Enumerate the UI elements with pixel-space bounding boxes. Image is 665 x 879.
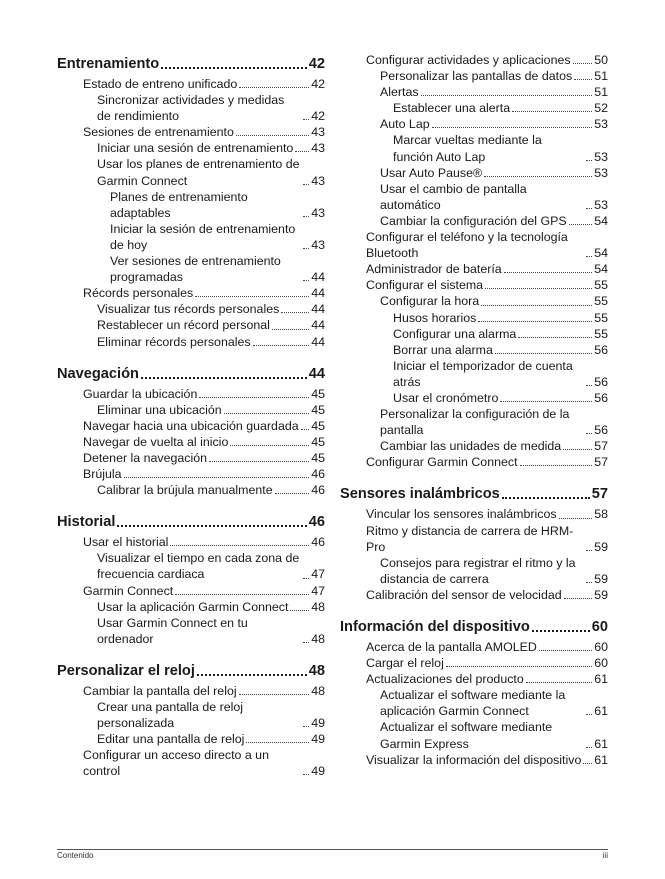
dot-leader <box>432 127 593 128</box>
toc-entry-title: Brújula <box>83 467 122 482</box>
toc-page-number: 44 <box>308 365 325 382</box>
dot-leader <box>230 445 309 446</box>
dot-leader <box>239 87 309 88</box>
toc-entry[interactable] <box>340 406 608 438</box>
toc-entry[interactable] <box>340 310 608 326</box>
toc-page-number: 61 <box>594 752 608 767</box>
dot-leader <box>520 465 593 466</box>
dot-leader <box>253 345 310 346</box>
toc-entry[interactable] <box>57 317 325 333</box>
toc-entry[interactable] <box>57 450 325 466</box>
toc-page-number: 53 <box>594 197 608 212</box>
dot-leader <box>303 280 309 281</box>
toc-entry[interactable] <box>340 587 608 603</box>
toc-entry-title: Actualizar el software mediante Garmin Express <box>380 720 553 751</box>
toc-entry-title: Visualizar el tiempo en cada zona de frecuencia cardiaca <box>97 551 300 582</box>
toc-page-number: 46 <box>311 483 325 498</box>
toc-page-number: 54 <box>594 262 608 277</box>
toc-entry[interactable] <box>340 671 608 687</box>
toc-entry[interactable] <box>57 285 325 301</box>
dot-leader <box>421 95 593 96</box>
toc-page-number: 53 <box>594 117 608 132</box>
dot-leader <box>303 248 309 249</box>
toc-entry[interactable] <box>57 599 325 615</box>
toc-chapter-entry[interactable] <box>340 617 608 637</box>
toc-entry-title: Personalizar la configuración de la pantalla <box>380 407 570 438</box>
toc-page-number: 61 <box>594 736 608 751</box>
toc-entry[interactable] <box>340 293 608 309</box>
toc-page-number: 42 <box>308 56 325 72</box>
toc-entry-title: Crear una pantalla de reloj personalizada <box>97 700 244 731</box>
toc-entry[interactable] <box>340 261 608 277</box>
toc-page-number: 48 <box>308 662 325 679</box>
toc-entry[interactable] <box>340 752 608 768</box>
toc-entry[interactable] <box>57 482 325 498</box>
dot-leader <box>586 582 592 583</box>
toc-entry-title: Sincronizar actividades y medidas de rendimiento <box>97 93 285 124</box>
footer-divider <box>57 849 608 850</box>
dot-leader <box>573 63 593 64</box>
toc-entry-title: Entrenamiento <box>57 56 160 72</box>
dot-leader <box>303 216 309 217</box>
toc-entry-title: Récords personales <box>83 286 194 301</box>
toc-entry[interactable] <box>57 418 325 434</box>
toc-entry-title: Actualizar el software mediante la aplicación Garmin Connect <box>380 688 566 719</box>
toc-entry[interactable] <box>57 76 325 92</box>
toc-chapter-entry[interactable] <box>340 484 608 504</box>
toc-entry-title: Usar Auto Pause® <box>380 165 483 180</box>
dot-leader <box>446 666 592 667</box>
toc-entry[interactable] <box>340 132 608 164</box>
toc-entry-title: Historial <box>57 514 116 531</box>
toc-entry-title: Configurar Garmin Connect <box>366 455 518 470</box>
toc-entry-title: Estado de entreno unificado <box>83 77 238 91</box>
toc-entry[interactable] <box>340 100 608 116</box>
toc-page-number: 57 <box>594 439 608 454</box>
dot-leader <box>209 461 309 462</box>
dot-leader <box>518 337 592 338</box>
toc-entry-title: Consejos para registrar el ritmo y la distancia de carrera <box>380 555 576 586</box>
toc-page-number: 54 <box>594 213 608 228</box>
dot-leader <box>195 296 309 297</box>
toc-page-number: 55 <box>594 278 608 293</box>
toc-entry-title: Detener la navegación <box>83 450 207 465</box>
dot-leader <box>495 353 592 354</box>
toc-entry-title: Navegar de vuelta al inicio <box>83 434 229 449</box>
toc-page-number: 48 <box>311 631 325 646</box>
toc-page-number: 53 <box>594 149 608 164</box>
toc-entry[interactable] <box>57 583 325 599</box>
toc-entry[interactable] <box>340 438 608 454</box>
dot-leader <box>532 630 590 632</box>
toc-page-number: 59 <box>594 539 608 554</box>
toc-entry-title: Usar Garmin Connect en tu ordenador <box>97 615 248 646</box>
toc-entry-title: Ver sesiones de entrenamiento programadas <box>110 254 281 285</box>
dot-leader <box>502 497 590 499</box>
toc-entry[interactable] <box>340 116 608 132</box>
toc-page-number: 52 <box>594 101 608 116</box>
toc-page-number: 55 <box>594 310 608 325</box>
footer-page-number: iii <box>602 851 608 860</box>
toc-page-number: 55 <box>594 294 608 309</box>
toc-page-number: 43 <box>311 173 325 188</box>
toc-chapter-entry[interactable] <box>57 512 325 532</box>
toc-entry-title: Calibración del sensor de velocidad <box>366 587 562 602</box>
toc-entry-title: Cambiar la pantalla del reloj <box>83 683 237 698</box>
toc-entry[interactable] <box>57 402 325 418</box>
dot-leader <box>563 449 592 450</box>
toc-entry[interactable] <box>340 358 608 390</box>
dot-leader <box>301 429 310 430</box>
toc-entry[interactable] <box>57 550 325 582</box>
toc-entry[interactable] <box>340 213 608 229</box>
toc-entry[interactable] <box>57 156 325 188</box>
dot-leader <box>272 329 309 330</box>
toc-page-number: 61 <box>594 672 608 687</box>
toc-entry-title: Garmin Connect <box>83 583 174 598</box>
dot-leader <box>574 79 592 80</box>
toc-page-number: 47 <box>311 583 325 598</box>
toc-entry[interactable] <box>340 454 608 470</box>
toc-entry-title: Visualizar la información del dispositivo <box>366 752 582 767</box>
toc-entry-title: Borrar una alarma <box>393 342 493 357</box>
toc-page-number: 45 <box>311 386 325 401</box>
toc-entry-title: Usar los planes de entrenamiento de Garmin Connect <box>97 157 300 188</box>
toc-entry[interactable] <box>57 534 325 550</box>
toc-entry[interactable] <box>57 386 325 402</box>
toc-page-number: 43 <box>311 141 325 156</box>
dot-leader <box>175 594 309 595</box>
dot-leader <box>303 119 309 120</box>
toc-entry[interactable] <box>340 84 608 100</box>
toc-page-number: 45 <box>311 434 325 449</box>
toc-entry-title: Configurar el teléfono y la tecnología Bluetooth <box>366 230 568 261</box>
dot-leader <box>224 413 310 414</box>
toc-page-number: 57 <box>594 455 608 470</box>
toc-entry-title: Alertas <box>380 85 419 100</box>
toc-entry-title: Cambiar la configuración del GPS <box>380 213 567 228</box>
toc-entry[interactable] <box>340 719 608 751</box>
toc-entry-title: Cargar el reloj <box>366 656 444 671</box>
toc-entry[interactable] <box>340 506 608 522</box>
toc-entry-title: Configurar un acceso directo a un control <box>83 748 269 779</box>
toc-entry-title: Iniciar la sesión de entrenamiento de hoy <box>110 221 296 252</box>
toc-page-number: 46 <box>311 467 325 482</box>
dot-leader <box>303 184 309 185</box>
toc-page-number: 46 <box>311 535 325 550</box>
dot-leader <box>197 674 307 676</box>
dot-leader <box>526 682 592 683</box>
dot-leader <box>303 774 309 775</box>
toc-entry-title: Editar una pantalla de reloj <box>97 732 245 747</box>
toc-entry[interactable] <box>340 390 608 406</box>
toc-entry-title: Configurar una alarma <box>393 326 517 341</box>
toc-page-number: 58 <box>594 507 608 522</box>
toc-entry[interactable] <box>57 699 325 731</box>
dot-leader <box>586 433 592 434</box>
toc-entry[interactable] <box>57 683 325 699</box>
dot-leader <box>281 312 309 313</box>
toc-page-number: 54 <box>594 246 608 261</box>
toc-page-number: 51 <box>594 85 608 100</box>
toc-page-number: 44 <box>311 270 325 285</box>
toc-entry-title: Establecer una alerta <box>393 101 511 116</box>
dot-leader <box>275 493 310 494</box>
dot-leader <box>586 256 592 257</box>
toc-page-number: 50 <box>594 53 608 67</box>
toc-page-number: 45 <box>311 402 325 417</box>
toc-entry[interactable] <box>340 342 608 358</box>
toc-entry-title: Usar el cambio de pantalla automático <box>380 181 527 212</box>
dot-leader <box>559 518 593 519</box>
dot-leader <box>117 525 306 527</box>
toc-entry[interactable] <box>57 747 325 779</box>
dot-leader <box>141 377 307 379</box>
dot-leader <box>246 742 309 743</box>
toc-page-number: 42 <box>311 77 325 91</box>
toc-entry[interactable] <box>340 52 608 68</box>
toc-page-number: 46 <box>308 514 325 531</box>
dot-leader <box>124 477 310 478</box>
toc-entry-title: Cambiar las unidades de medida <box>380 439 562 454</box>
dot-leader <box>303 726 309 727</box>
toc-page-number: 57 <box>591 486 608 503</box>
dot-leader <box>569 224 593 225</box>
toc-page-number: 56 <box>594 390 608 405</box>
toc-entry[interactable] <box>340 687 608 719</box>
toc-entry-title: Administrador de batería <box>366 262 502 277</box>
dot-leader <box>586 747 592 748</box>
toc-page-number: 45 <box>311 418 325 433</box>
dot-leader <box>303 642 309 643</box>
toc-entry[interactable] <box>57 301 325 317</box>
toc-entry-title: Auto Lap <box>380 117 430 132</box>
toc-chapter-entry[interactable] <box>57 661 325 681</box>
dot-leader <box>586 385 592 386</box>
toc-page-number: 56 <box>594 342 608 357</box>
toc-entry[interactable] <box>340 181 608 213</box>
toc-entry[interactable] <box>57 334 325 350</box>
toc-entry[interactable] <box>57 221 325 253</box>
toc-entry[interactable] <box>340 639 608 655</box>
toc-page-number: 56 <box>594 374 608 389</box>
toc-entry[interactable] <box>57 140 325 156</box>
toc-entry-title: Marcar vueltas mediante la función Auto Lap <box>393 133 542 164</box>
toc-entry-title: Eliminar una ubicación <box>97 402 222 417</box>
toc-entry-title: Husos horarios <box>393 310 477 325</box>
dot-leader <box>290 610 309 611</box>
dot-leader <box>170 545 309 546</box>
dot-leader <box>586 160 592 161</box>
toc-page-number: 56 <box>594 423 608 438</box>
toc-entry-title: Configurar actividades y aplicaciones <box>366 53 571 67</box>
dot-leader <box>586 714 592 715</box>
toc-page-number: 60 <box>594 640 608 654</box>
toc-entry-title: Calibrar la brújula manualmente <box>97 483 273 498</box>
toc-page-number: 60 <box>594 656 608 671</box>
toc-page-number: 44 <box>311 286 325 301</box>
toc-page-number: 44 <box>311 302 325 317</box>
dot-leader <box>295 151 309 152</box>
toc-page-number: 44 <box>311 334 325 349</box>
toc-entry[interactable] <box>57 466 325 482</box>
toc-column-right <box>340 52 608 768</box>
toc-entry[interactable] <box>340 326 608 342</box>
dot-leader <box>539 650 592 651</box>
toc-entry[interactable] <box>57 731 325 747</box>
toc-page-number: 53 <box>594 165 608 180</box>
toc-page-number: 44 <box>311 318 325 333</box>
dot-leader <box>500 401 592 402</box>
toc-page-number: 61 <box>594 704 608 719</box>
toc-entry-title: Iniciar el temporizador de cuenta atrás <box>393 358 573 389</box>
toc-page-number: 59 <box>594 571 608 586</box>
toc-entry[interactable] <box>340 655 608 671</box>
toc-entry-title: Visualizar tus récords personales <box>97 302 280 317</box>
toc-entry-title: Planes de entrenamiento adaptables <box>110 189 248 220</box>
toc-page-number: 55 <box>594 326 608 341</box>
toc-entry-title: Usar el historial <box>83 535 169 550</box>
toc-chapter-entry[interactable] <box>57 54 325 74</box>
toc-entry-title: Actualizaciones del producto <box>366 672 524 687</box>
dot-leader <box>303 578 309 579</box>
dot-leader <box>485 288 592 289</box>
dot-leader <box>586 208 592 209</box>
toc-entry-title: Usar el cronómetro <box>393 390 499 405</box>
dot-leader <box>504 272 593 273</box>
toc-entry[interactable] <box>57 92 325 124</box>
dot-leader <box>583 763 592 764</box>
toc-page-number: 49 <box>311 716 325 731</box>
toc-entry-title: Iniciar una sesión de entrenamiento <box>97 141 294 156</box>
toc-entry[interactable] <box>57 615 325 647</box>
dot-leader <box>512 111 592 112</box>
toc-page-number: 43 <box>311 125 325 140</box>
dot-leader <box>199 397 309 398</box>
toc-page-number: 48 <box>311 599 325 614</box>
toc-page-number: 60 <box>591 619 608 635</box>
toc-entry-title: Guardar la ubicación <box>83 386 198 401</box>
toc-entry[interactable] <box>57 434 325 450</box>
toc-entry-title: Navegación <box>57 365 139 382</box>
toc-entry[interactable] <box>57 253 325 285</box>
toc-entry[interactable] <box>57 124 325 140</box>
footer-section-label: Contenido <box>57 851 94 860</box>
toc-entry-title: Eliminar récords personales <box>97 334 251 349</box>
toc-entry[interactable] <box>340 229 608 261</box>
dot-leader <box>478 321 592 322</box>
toc-entry-title: Personalizar las pantallas de datos <box>380 69 573 84</box>
toc-chapter-entry[interactable] <box>57 364 325 384</box>
toc-entry-title: Sesiones de entrenamiento <box>83 125 234 140</box>
dot-leader <box>481 305 592 306</box>
toc-entry[interactable] <box>340 68 608 84</box>
toc-entry[interactable] <box>57 189 325 221</box>
toc-page-number: 59 <box>594 587 608 602</box>
dot-leader <box>586 550 592 551</box>
toc-entry-title: Personalizar el reloj <box>57 662 195 679</box>
dot-leader <box>161 67 307 69</box>
toc-page-number: 47 <box>311 567 325 582</box>
toc-entry-title: Configurar la hora <box>380 294 480 309</box>
toc-entry-title: Información del dispositivo <box>340 619 530 635</box>
toc-page-number: 49 <box>311 732 325 747</box>
toc-entry-title: Acerca de la pantalla AMOLED <box>366 640 537 654</box>
toc-entry-title: Configurar el sistema <box>366 278 484 293</box>
dot-leader <box>239 694 310 695</box>
toc-page-number: 42 <box>311 109 325 124</box>
toc-entry-title: Navegar hacia una ubicación guardada <box>83 418 299 433</box>
dot-leader <box>564 598 593 599</box>
toc-column-left <box>57 52 325 779</box>
toc-entry-title: Restablecer un récord personal <box>97 318 270 333</box>
toc-entry[interactable] <box>340 277 608 293</box>
toc-entry-title: Usar la aplicación Garmin Connect <box>97 599 289 614</box>
toc-page-number: 49 <box>311 764 325 779</box>
toc-entry-title: Vincular los sensores inalámbricos <box>366 507 557 522</box>
dot-leader <box>236 135 309 136</box>
toc-entry-title: Ritmo y distancia de carrera de HRM-Pro <box>366 523 574 554</box>
toc-entry[interactable] <box>340 165 608 181</box>
toc-page-number: 43 <box>311 205 325 220</box>
toc-entry[interactable] <box>340 523 608 555</box>
toc-page-number: 45 <box>311 450 325 465</box>
toc-page-number: 43 <box>311 237 325 252</box>
toc-entry-title: Sensores inalámbricos <box>340 486 500 503</box>
toc-page-number: 48 <box>311 683 325 698</box>
dot-leader <box>484 176 592 177</box>
toc-page-number: 51 <box>594 69 608 84</box>
toc-entry[interactable] <box>340 555 608 587</box>
